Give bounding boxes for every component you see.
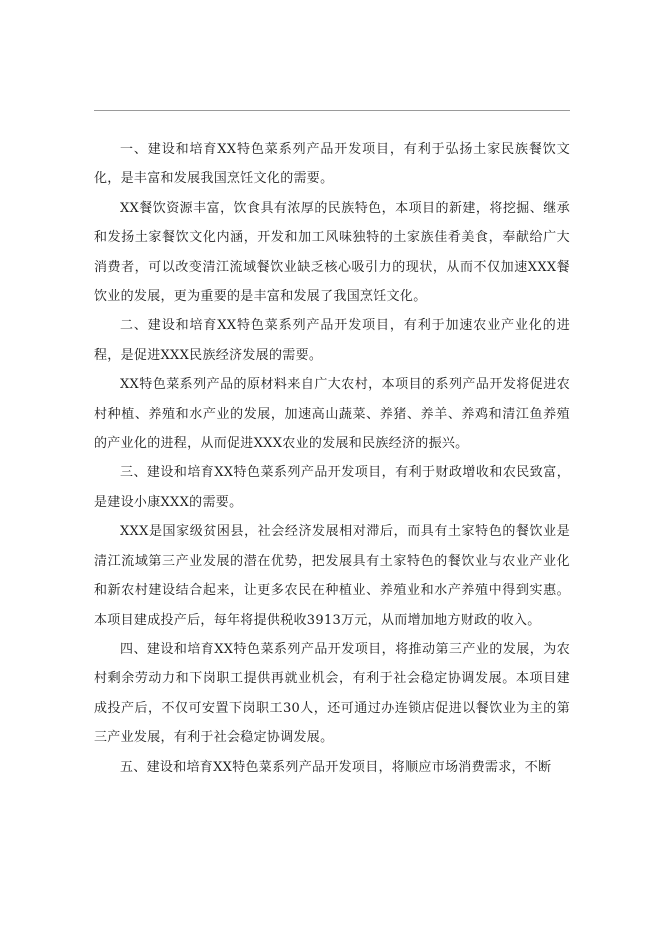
header-divider	[94, 110, 570, 111]
paragraph-7: 四、建设和培育XX特色菜系列产品开发项目，将推动第三产业的发展，为农村剩余劳动力和下岗职工提供再就业机会，有利于社会稳定协调发展。本项目建成投产后，不仅可安置下岗职工30人，还可通过办连锁店促进以餐饮业为主的第三产业发展，有利于社会稳定协调发展。	[94, 641, 570, 746]
paragraph-5-heading: 三、建设和培育XX特色菜系列产品开发项目，有利于财政增收和农民致富，是建设小康XXX的需要。	[94, 465, 570, 510]
paragraph-8-heading: 五、建设和培育XX特色菜系列产品开发项目，将顺应市场消费需求，不断	[120, 759, 552, 775]
paragraph-6: XXX是国家级贫困县，社会经济发展相对滞后，而具有土家特色的餐饮业是清江流域第三产业发展的潜在优势，把发展具有土家特色的餐饮业与农业产业化和新农村建设结合起来，让更多农民在种植业、养殖业和水产养殖中得到实惠。本项目建成投产后，每年将提供税收3913万元，从而增加地方财政的收入。	[94, 524, 570, 628]
paragraph-1-heading: 一、建设和培育XX特色菜系列产品开发项目，有利于弘扬土家民族餐饮文化，是丰富和发展我国烹饪文化的需要。	[94, 142, 570, 187]
paragraph-3-heading: 二、建设和培育XX特色菜系列产品开发项目，有利于加速农业产业化的进程，是促进XXX民族经济发展的需要。	[94, 318, 570, 363]
paragraph-2: XX餐饮资源丰富，饮食具有浓厚的民族特色，本项目的新建，将挖掘、继承和发扬土家餐饮文化内涵，开发和加工风味独特的土家族佳肴美食，奉献给广大消费者，可以改变清江流域餐饮业缺乏核心吸引力的现状，从而不仅加速XXX餐饮业的发展，更为重要的是丰富和发展了我国烹饪文化。	[94, 200, 570, 305]
document-body	[94, 135, 570, 782]
paragraph-4: XX特色菜系列产品的原材料来自广大农村，本项目的系列产品开发将促进农村种植、养殖和水产业的发展，加速高山蔬菜、养猪、养羊、养鸡和清江鱼养殖的产业化的进程，从而促进XXX农业的发展和民族经济的振兴。	[94, 377, 570, 452]
